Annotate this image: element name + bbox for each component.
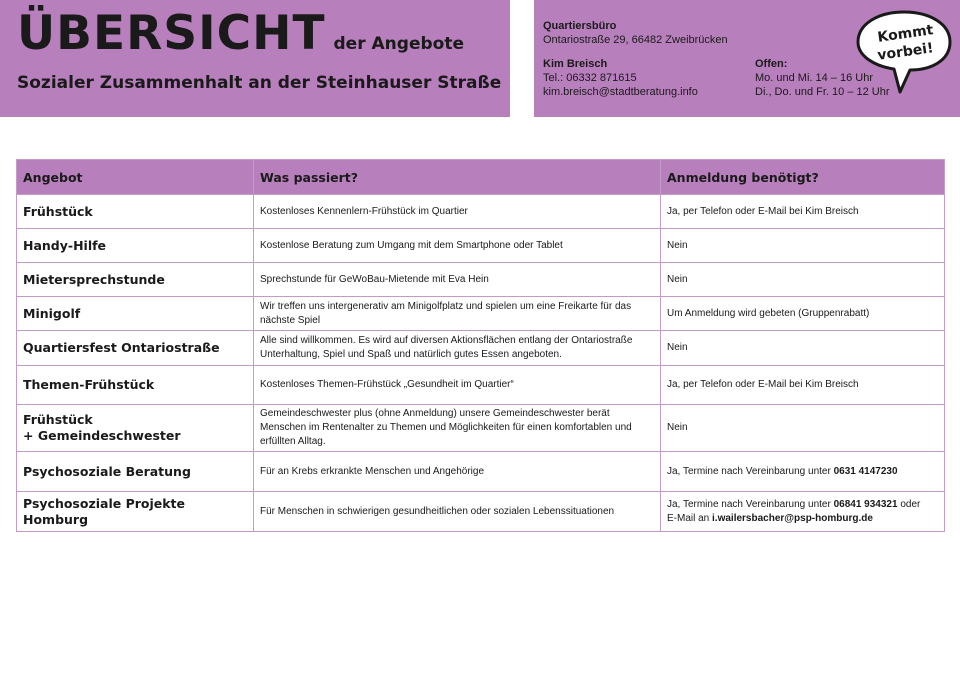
table-row (17, 195, 945, 229)
opening-hours-line-2: Di., Do. und Fr. 10 – 12 Uhr (755, 86, 890, 98)
offer-name: Frühstück (17, 195, 254, 229)
contact-email-link[interactable]: kim.breisch@stadtberatung.info (543, 86, 698, 98)
offer-description: Alle sind willkommen. Es wird auf diversen Aktionsflächen entlang der Ontariostraße Unterhaltung, Spiel und Spaß und natürlich gutes Essen angeboten. (254, 331, 661, 366)
bubble-text-line-1: Kommt (876, 22, 935, 46)
offer-registration: Nein (661, 405, 945, 452)
table-row (17, 331, 945, 366)
column-header-offer: Angebot (17, 160, 254, 195)
contact-person-block (543, 57, 698, 99)
opening-hours-line-1: Mo. und Mi. 14 – 16 Uhr (755, 72, 874, 84)
offer-name: Handy-Hilfe (17, 229, 254, 263)
offers-table (16, 159, 945, 532)
offer-description: Für Menschen in schwierigen gesundheitlichen oder sozialen Lebenssituationen (254, 492, 661, 532)
page-title: ÜBERSICHT (17, 6, 326, 61)
offer-registration: Um Anmeldung wird gebeten (Gruppenrabatt) (661, 297, 945, 331)
table-row (17, 452, 945, 492)
offer-registration: Ja, per Telefon oder E-Mail bei Kim Breisch (661, 195, 945, 229)
office-name: Quartiersbüro (543, 20, 617, 32)
offer-registration: Nein (661, 263, 945, 297)
offer-registration: Nein (661, 229, 945, 263)
offer-description: Für an Krebs erkrankte Menschen und Angehörige (254, 452, 661, 492)
offer-description: Kostenlose Beratung zum Umgang mit dem Smartphone oder Tablet (254, 229, 661, 263)
registration-phone[interactable]: 06841 934321 (833, 498, 898, 510)
registration-text: Ja, Termine nach Vereinbarung unter (667, 498, 834, 510)
page-subtitle: Sozialer Zusammenhalt an der Steinhauser Straße (17, 73, 502, 93)
contact-person-name: Kim Breisch (543, 58, 608, 70)
offer-description: Wir treffen uns intergenerativ am Minigolfplatz und spielen um eine Freikarte für das nächste Spiel (254, 297, 661, 331)
column-header-registration: Anmeldung benötigt? (661, 160, 945, 195)
table-row (17, 297, 945, 331)
offer-description: Kostenloses Kennenlern-Frühstück im Quartier (254, 195, 661, 229)
offer-description: Kostenloses Themen-Frühstück „Gesundheit im Quartier“ (254, 366, 661, 405)
opening-hours-label: Offen: (755, 58, 788, 70)
offer-registration (661, 452, 945, 492)
table-row (17, 263, 945, 297)
offer-name: Mietersprechstunde (17, 263, 254, 297)
offer-description: Sprechstunde für GeWoBau-Mietende mit Eva Hein (254, 263, 661, 297)
table-row (17, 229, 945, 263)
header-banner (0, 0, 510, 117)
offer-registration: Nein (661, 331, 945, 366)
offer-registration: Ja, per Telefon oder E-Mail bei Kim Breisch (661, 366, 945, 405)
offer-name: Psychosoziale Beratung (17, 452, 254, 492)
table-row (17, 366, 945, 405)
offer-registration (661, 492, 945, 532)
column-header-description: Was passiert? (254, 160, 661, 195)
registration-phone[interactable]: 0631 4147230 (833, 465, 898, 477)
registration-email-link[interactable]: i.wailersbacher@psp-homburg.de (712, 512, 873, 524)
offer-name-line-2: + Gemeindeschwester (23, 428, 181, 443)
bubble-text-line-2: vorbei! (876, 40, 935, 64)
table-row (17, 492, 945, 532)
offer-name: Quartiersfest Ontariostraße (17, 331, 254, 366)
contact-phone[interactable]: Tel.: 06332 871615 (543, 72, 637, 84)
offer-name: Minigolf (17, 297, 254, 331)
office-address: Ontariostraße 29, 66482 Zweibrücken (543, 34, 728, 46)
offer-description: Gemeindeschwester plus (ohne Anmeldung) unsere Gemeindeschwester berät Menschen im Rentenalter zu Themen und Möglichkeiten für einen komfortablen und erfüllten Alltag. (254, 405, 661, 452)
speech-bubble-icon (854, 8, 954, 96)
offer-name (17, 405, 254, 452)
offer-name-line-1: Frühstück (23, 412, 93, 427)
offer-name: Psychosoziale Projekte Homburg (17, 492, 254, 532)
title-row (17, 6, 464, 61)
table-row (17, 405, 945, 452)
offer-name: Themen-Frühstück (17, 366, 254, 405)
registration-email-prefix: E-Mail an (667, 512, 713, 524)
table-header-row (17, 160, 945, 195)
registration-text: Ja, Termine nach Vereinbarung unter (667, 465, 834, 477)
page-title-suffix: der Angebote (333, 34, 464, 54)
registration-text-or: oder (897, 498, 921, 510)
